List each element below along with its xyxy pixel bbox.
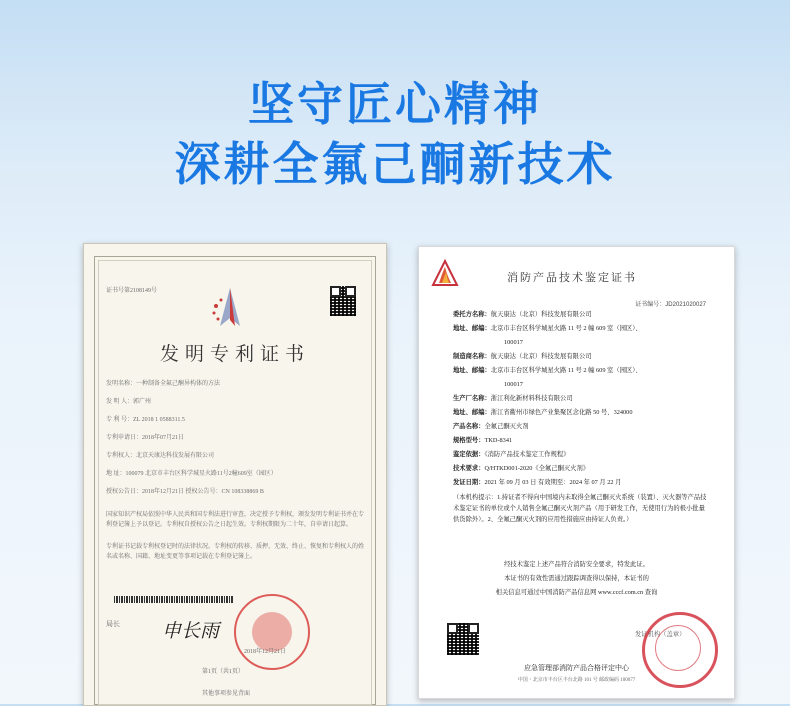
row-value: Q/HTKD001-2020《全氟己酮灭火剂》 — [484, 465, 590, 472]
fire-logo-icon — [429, 257, 461, 289]
headline-line1: 坚守匠心精神 — [248, 78, 542, 130]
row-value: 航天康达（北京）科技发展有限公司 — [490, 353, 592, 360]
patent-seal-date: 2018年12月21日 — [244, 649, 287, 655]
headline-line2: 深耕全氟己酮新技术 — [174, 138, 616, 190]
row-value: TKD-8341 — [484, 437, 513, 444]
consumer-center-address: 中国・北京市丰台区丰台北路 101 号 邮政编码 100077 — [517, 678, 636, 683]
consumer-cert-number: 证书编号：JD2021020027 — [635, 302, 706, 308]
row-label: 地址、邮编： — [453, 325, 491, 332]
patent-title: 发明专利证书 — [159, 344, 310, 365]
row-value: 2021 年 09 月 03 日 有效期至：2024 年 07 月 22 月 — [484, 479, 622, 486]
row-value: 北京市丰台区科学城星火路 11 号 2 幢 609 室（园区）、 — [490, 325, 642, 332]
row-value: 100017 — [504, 381, 523, 388]
consumer-cert-passage: 经技术鉴定上述产品符合消防安全要求，特发此证。 — [504, 561, 649, 568]
patent-field: 专利权人：北京天康达科技发展有限公司 — [106, 453, 215, 459]
patent-footer: 其他事项参见背面 — [202, 691, 251, 697]
consumer-cert-passage: 相关信息可通过中国消防产品信息网 www.cccf.com.cn 查询 — [495, 589, 658, 596]
patent-number: 证书号第2108149号 — [106, 288, 158, 294]
row-label: 鉴定依据： — [453, 451, 485, 458]
patent-emblem-icon — [208, 286, 252, 330]
row-label: 发证日期： — [453, 479, 485, 486]
issuer-label: 发证机构（盖章） — [635, 631, 686, 638]
row-label: 制造商名称： — [453, 353, 491, 360]
patent-body-paragraph: 国家知识产权局依照中华人民共和国专利法进行审查，决定授予专利权，颁发发明专利证书并在专利登记簿上予以登记。专利权自授权公告之日起生效。专利权期限为二十年，自申请日起算。 — [106, 512, 365, 528]
consumer-qr-code-icon — [447, 623, 479, 655]
patent-body-paragraph: 专利证书记载专利权登记时的法律状况。专利权的转移、质押、无效、终止、恢复和专利权人的姓名或名称、国籍、地址变更等事项记载在专利登记簿上。 — [106, 544, 365, 560]
patent-qr-code-icon — [330, 286, 356, 316]
row-label: 地址、邮编： — [453, 409, 491, 416]
row-value: 100017 — [504, 339, 523, 346]
patent-page: 第1页（共1页） — [202, 669, 245, 675]
row-label: 规格型号： — [453, 437, 485, 444]
row-value: 浙江利化新材料科技有限公司 — [490, 395, 573, 402]
patent-field: 发 明 人：郭广州 — [106, 399, 152, 405]
row-label: 生产厂名称： — [453, 395, 491, 402]
row-label: 技术要求： — [453, 465, 485, 472]
patent-field: 专利申请日：2018年07月21日 — [106, 435, 185, 441]
row-value: 全氟己酮灭火剂 — [484, 423, 529, 430]
patent-field: 授权公告日：2018年12月21日 授权公告号：CN 108338869 B — [106, 489, 264, 495]
row-label: 地址、邮编： — [453, 367, 491, 374]
patent-bureau-label: 局长 — [106, 620, 120, 628]
row-label: 产品名称： — [453, 423, 485, 430]
consumer-cert-passage: 本证书的有效性需通过跟踪调查得以保持，本证书的 — [504, 575, 649, 582]
patent-field: 发明名称：一种制备全氟己酮异构体的方法 — [106, 381, 221, 387]
consumer-cert-title: 消防产品技术鉴定证书 — [507, 272, 637, 284]
row-value: 浙江省衢州市绿色产业集聚区念化路 50 号、324000 — [490, 409, 633, 416]
patent-barcode-icon — [114, 596, 234, 603]
patent-field: 专 利 号：ZL 2018 1 0588311.5 — [106, 417, 185, 423]
patent-signature: 申长雨 — [162, 620, 220, 642]
row-value: 航天康达（北京）科技发展有限公司 — [490, 311, 592, 318]
patent-field: 地 址：100079 北京市丰台区科学城星火路11号2幢609室（园区） — [106, 471, 277, 477]
patent-red-seal-icon — [234, 594, 310, 670]
row-label: 委托方名称： — [453, 311, 491, 318]
patent-certificate — [83, 243, 387, 706]
fire-product-certificate — [418, 246, 735, 699]
row-value: 北京市丰台区科学城星火路 11 号 2 幢 609 室（园区）、 — [490, 367, 642, 374]
row-value: 《消防产品技术鉴定工作规程》 — [484, 451, 570, 458]
consumer-center-name: 应急管理部消防产品合格评定中心 — [524, 664, 629, 672]
consumer-cert-note: （本机构提示：1.持证者不得向中国境内未取得全氟己酮灭火系统（装置）、灭火器等产品技术鉴定证书的单位或个人销售全氟己酮灭火剂产品（用于研发工作，无使用行为的极小批量供货除外）。2、全氟己酮灭火剂的应用性措施应由持证人负责。） — [453, 494, 707, 523]
